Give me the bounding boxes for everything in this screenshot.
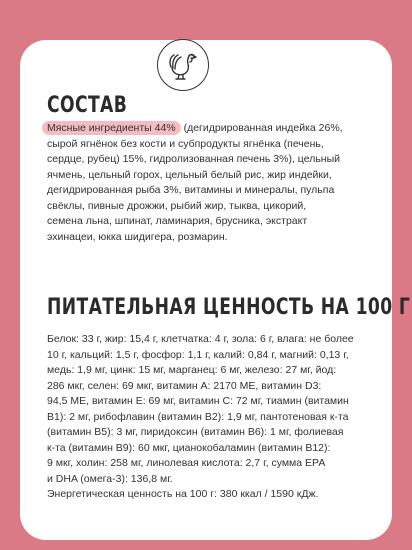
nutrition-line: медь: 1,9 мг, цинк: 15 мг, марганец: 6 мг, железо: 27 мг, йод:: [47, 364, 337, 376]
composition-line: семена льна, шпинат, ламинария, брусника, экстракт: [47, 215, 308, 227]
nutrition-line: и DHA (омега-3): 136,8 мг.: [47, 472, 173, 485]
composition-line: [47, 121, 382, 137]
nutrition-text: [47, 332, 382, 503]
composition-line: сердце, рубец) 15%, гидролизованная печень 3%), цельный: [47, 153, 341, 165]
nutrition-title: ПИТАТЕЛЬНАЯ ЦЕННОСТЬ НА 100 Г: [47, 295, 411, 320]
nutrition-line: 94,5 МЕ, витамин Е: 69 мг, витамин С: 72 мг, тиамин (витамин: [47, 395, 349, 407]
composition-line: ячмень, цельный горох, цельный белый рис, жир индейки,: [47, 168, 332, 181]
nutrition-line: (витамин B5): 3 мг, пиридоксин (витамин B6): 1 мг, фолиевая: [47, 426, 344, 438]
meat-percentage-highlight: Мясные ингредиенты 44%: [42, 121, 181, 135]
nutrition-line: B1): 2 мг, рибофлавин (витамин B2): 1,9 мг, пантотеновая к-та: [47, 410, 349, 423]
nutrition-line: к-та (витамин B9): 60 мкг, цианокобаламин (витамин B12):: [47, 441, 331, 454]
composition-text: [47, 121, 382, 245]
composition-line-text: (дегидрированная индейка 26%,: [180, 122, 343, 134]
nutrition-line: Энергетическая ценность на 100 г: 380 ккал / 1590 кДж.: [47, 488, 319, 500]
nutrition-line: Белок: 33 г, жир: 15,4 г, клетчатка: 4 г, зола: 6 г, влага: не более: [47, 333, 354, 345]
info-card: [20, 40, 411, 540]
nutrition-line: 286 мкг, селен: 69 мкг, витамин А: 2170 МЕ, витамин D3:: [47, 379, 322, 392]
composition-title: СОСТАВ: [47, 93, 128, 118]
nutrition-line: 9 мкг, холин: 258 мг, линолевая кислота: 2,7 г, сумма ЕРА: [47, 457, 326, 469]
composition-line: свёклы, пивные дрожжи, рыбий жир, тыква, цикорий,: [47, 199, 307, 212]
turkey-icon-badge: [157, 39, 209, 91]
composition-line: сырой ягнёнок без кости и субпродукты ягнёнка (печень,: [47, 137, 324, 150]
nutrition-line: 10 г, кальций: 1,5 г, фосфор: 1,1 г, калий: 0,84 г, магний: 0,13 г,: [47, 348, 349, 361]
turkey-icon: [167, 50, 199, 80]
composition-line: дегидрированная рыба 3%, витамины и минералы, пульпа: [47, 184, 335, 196]
composition-line: эхинацеи, юкка шидигера, розмарин.: [47, 230, 228, 243]
